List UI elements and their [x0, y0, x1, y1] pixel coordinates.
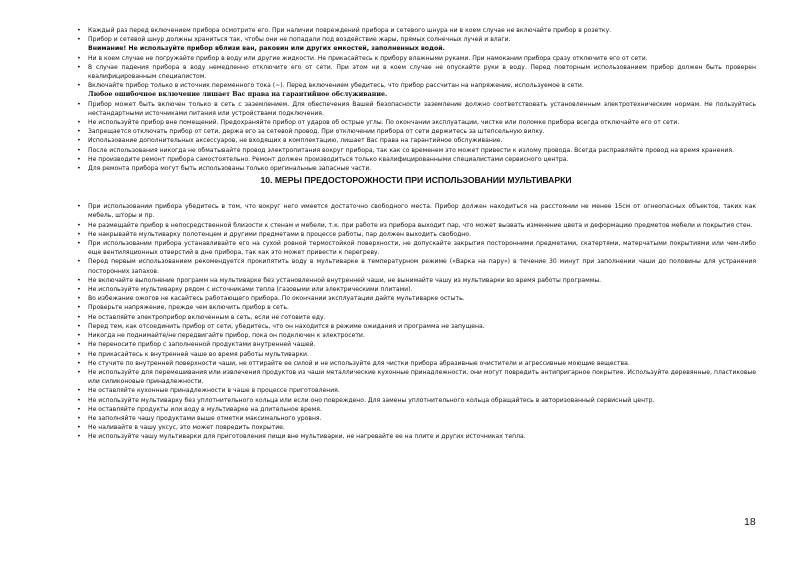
safety-list-2: [76, 54, 756, 91]
page-number: 18: [744, 516, 756, 528]
list-item: • Включайте прибор только в источник переменного тока (~). Перед включением убедитесь, что прибор рассчитан на напряжение, используемое в сети.: [76, 81, 756, 90]
section-heading: 10. МЕРЫ ПРЕДОСТОРОЖНОСТИ ПРИ ИСПОЛЬЗОВАНИИ МУЛЬТИВАРКИ: [260, 175, 572, 186]
list-item: • Перед первым использованием рекомендуется прокипятить воду в мультиварке в температурном режиме («Варка на пару») в течение 30 минут при заполнении чаши до половины для устранения посторонних запахов.: [76, 257, 756, 275]
list-item: • Не стучите по внутренней поверхности чаши, не оттирайте ее силой и не используйте для чистки прибора абразивные очистители и агрессивные моющие вещества.: [76, 359, 756, 368]
list-item: • Каждый раз перед включением прибора осмотрите его. При наличии повреждений прибора и сетевого шнура ни в коем случае не включайте прибор в розетку.: [76, 26, 756, 35]
list-item: • При использовании прибора убедитесь в том, что вокруг него имеется достаточно свободного места. Прибор должен находиться на расстоянии не менее 15см от огнеопасных объектов, таких как мебель, шторы и пр.: [76, 202, 756, 220]
list-item: • При использовании прибора устанавливайте его на сухой ровной термостойкой поверхности, не допускайте закрытия посторонними предметами, скатертями, матерчатыми покрытиями или чем-либо еще вентиляционных отверстий в дне прибора, так как это может привести к перегреву.: [76, 239, 756, 257]
list-item: • Использование дополнительных аксессуаров, не входящих в комплектацию, лишает Вас права на гарантийное обслуживание.: [76, 136, 756, 145]
list-item: • Во избежание ожогов не касайтесь работающего прибора. По окончании эксплуатации дайте мультиварке остыть.: [76, 294, 756, 303]
warranty-warning: Любое ошибочное включение лишает Вас права на гарантийное обслуживание.: [88, 91, 388, 99]
list-item: • Не используйте чашу мультиварки для приготовления пищи вне мультиварки, не нагревайте ее на плите и других источниках тепла.: [76, 432, 756, 441]
multicooker-precautions-list: [76, 202, 756, 441]
list-item: • Не оставляйте продукты или воду в мультиварке на длительное время.: [76, 405, 756, 414]
list-item: • Проверьте напряжение, прежде чем включить прибор в сеть.: [76, 303, 756, 312]
list-item: • Не наливайте в чашу уксус, это может повредить покрытие.: [76, 423, 756, 432]
list-item: • Не размещайте прибор в непосредственной близости к стенам и мебели, т.к. при работе из прибора выходит пар, что может вызвать изменение цвета и деформацию предметов мебели и покрытия стен.: [76, 221, 756, 230]
list-item: • Не переносите прибор с заполненной продуктами внутренней чашей.: [76, 340, 756, 349]
list-item: • Не оставляйте кухонные принадлежности в чаше в процессе приготовления.: [76, 386, 756, 395]
list-item: • Не накрывайте мультиварку полотенцем и другими предметами в процессе работы, пар должен выходить свободно.: [76, 230, 756, 239]
list-item: • Перед тем, как отсоединить прибор от сети, убедитесь, что он находится в режиме ожидания и программа не запущена.: [76, 322, 756, 331]
list-item: • Не оставляйте электроприбор включенным в сеть, если не готовите еду.: [76, 313, 756, 322]
list-item: • Не используйте мультиварку без уплотнительного кольца или если оно повреждено. Для замены уплотнительного кольца обращайтесь в авторизованный сервисный центр.: [76, 396, 756, 405]
list-item: • В случае падения прибора в воду немедленно отключите его от сети. При этом ни в коем случае не опускайте руки в воду. Перед повторным использованием прибор должен быть проверен квалифицированным специалистом.: [76, 63, 756, 81]
list-item: • Не производите ремонт прибора самостоятельно. Ремонт должен производиться только квалифицированными специалистами сервисного центра.: [76, 155, 756, 164]
safety-list-1: [76, 26, 756, 44]
warning-text: Внимание! Не используйте прибор вблизи ван, раковин или других емкостей, заполненных водой.: [88, 45, 445, 53]
list-item: • Ни в коем случае не погружайте прибор в воду или другие жидкости. Не прикасайтесь к прибору влажными руками. При намокании прибора сразу отключите его от сети.: [76, 54, 756, 63]
safety-list-3: [76, 100, 756, 174]
list-item: • Никогда не поднимайте/не передвигайте прибор, пока он подключен к электросети.: [76, 331, 756, 340]
list-item: • После использования никогда не обматывайте провод электропитания вокруг прибора, так как со временем это может привести к излому провода. Всегда расправляйте провод на время хранения.: [76, 146, 756, 155]
page-content: [76, 26, 756, 442]
list-item: • Не включайте выполнение программ на мультиварке без установленной внутренней чаши, не вынимайте чашу из мультиварки во время работы программы.: [76, 276, 756, 285]
list-item: • Не используйте прибор вне помещений. Предохраняйте прибор от ударов об острые углы. По окончании эксплуатации, чистке или поломке прибора всегда отключайте его от сети.: [76, 118, 756, 127]
list-item: • Запрещается отключать прибор от сети, держа его за сетевой провод. При отключении прибора от сети держитесь за штепсельную вилку.: [76, 127, 756, 136]
list-item: • Для ремонта прибора могут быть использованы только оригинальные запасные части.: [76, 164, 756, 173]
list-item: • Прибор может быть включен только в сеть с заземлением. Для обеспечения Вашей безопасности заземление должно соответствовать установленным электротехническим нормам. Не пользуйтесь нестандартными источниками питания или устройствами подключения.: [76, 100, 756, 118]
list-item: • Не используйте для перемешивания или извлечения продуктов из чаши металлические кухонные принадлежности, они могут повредить антипригарное покрытие. Используйте деревянные, пластиковые или силиконовые принадлежности.: [76, 368, 756, 386]
list-item: • Не прикасайтесь к внутренней чаше во время работы мультиварки.: [76, 350, 756, 359]
list-item: • Не заполняйте чашу продуктами выше отметки максимального уровня.: [76, 414, 756, 423]
list-item: • Прибор и сетевой шнур должны храниться так, чтобы они не попадали под воздействие жары, прямых солнечных лучей и влаги.: [76, 35, 756, 44]
list-item: • Не используйте мультиварку рядом с источниками тепла (газовыми или электрическими плитами).: [76, 285, 756, 294]
